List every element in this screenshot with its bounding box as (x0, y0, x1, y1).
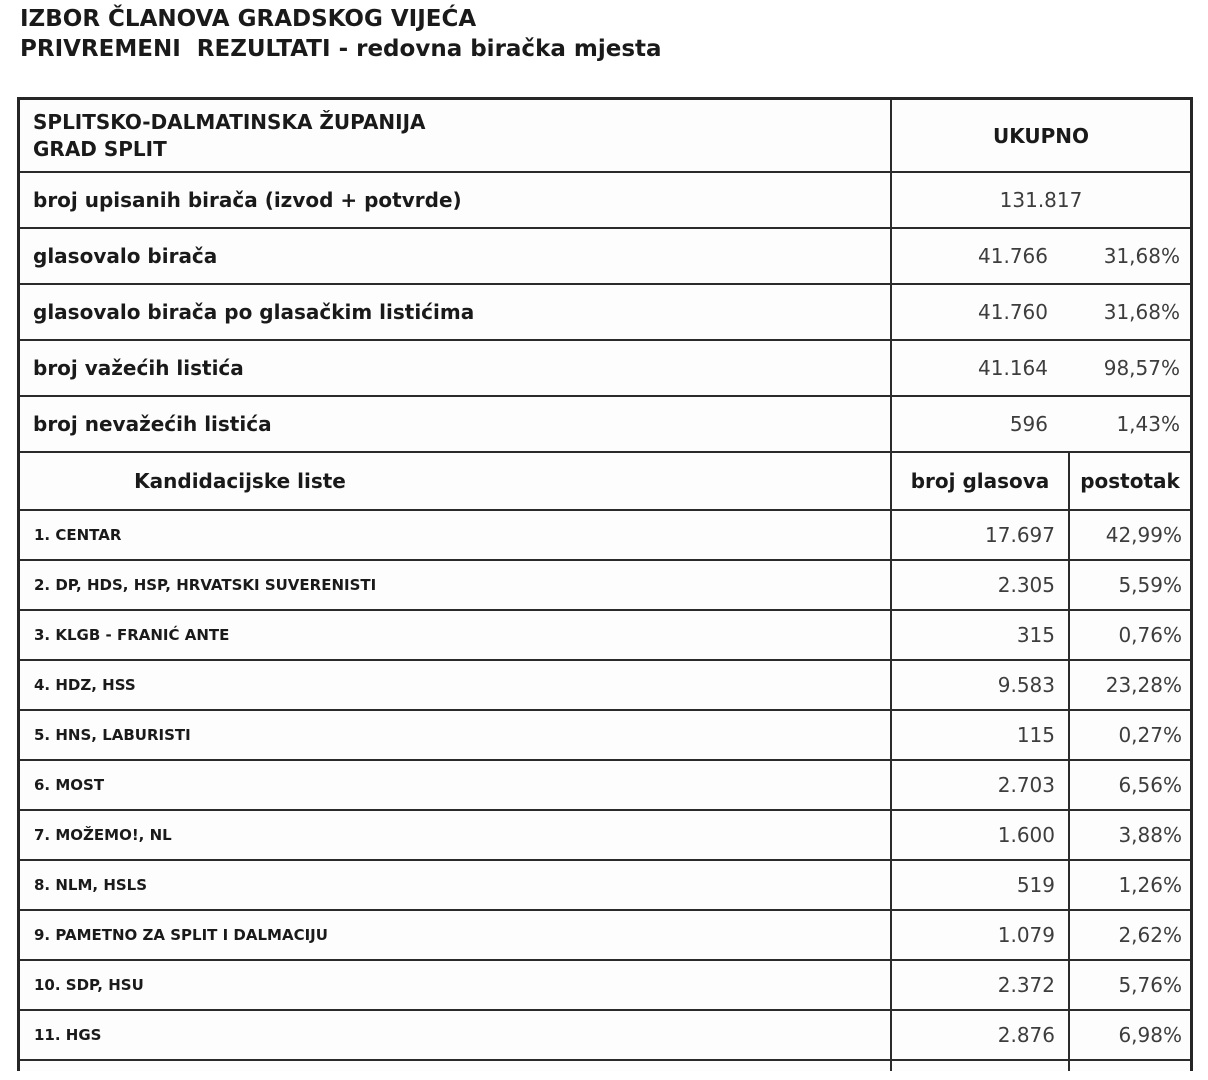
row-value: 596 (1009, 412, 1048, 436)
row-values (892, 229, 1190, 283)
candidate-votes: 2.876 (892, 1011, 1070, 1059)
table-row (20, 229, 1190, 285)
row-values (892, 341, 1190, 395)
candidate-percent (1070, 1061, 1190, 1071)
table-row (20, 397, 1190, 453)
row-value: 41.760 (978, 300, 1048, 324)
table-row (20, 711, 1190, 761)
candidate-percent: 2,62% (1118, 923, 1182, 947)
region-name-line2: GRAD SPLIT (33, 136, 167, 161)
row-value: 41.766 (978, 244, 1048, 268)
candidate-label: 10. SDP, HSU (20, 961, 892, 1009)
candidate-votes: 1.600 (892, 811, 1070, 859)
candidate-label: 7. MOŽEMO!, NL (20, 811, 892, 859)
row-values (892, 285, 1190, 339)
region-name-line1: SPLITSKO-DALMATINSKA ŽUPANIJA (33, 109, 426, 134)
candidate-percent: 42,99% (1105, 523, 1182, 547)
table-row (20, 511, 1190, 561)
candidate-label: 9. PAMETNO ZA SPLIT I DALMACIJU (20, 911, 892, 959)
candidate-votes: 315 (892, 611, 1070, 659)
table-row (20, 811, 1190, 861)
row-label: glasovalo birača po glasačkim listićima (20, 285, 892, 339)
row-percent: 98,57% (1103, 356, 1180, 380)
candidate-percent: 23,28% (1105, 673, 1182, 697)
row-label: broj upisanih birača (izvod + potvrde) (20, 173, 892, 227)
votes-column-header: broj glasova (892, 453, 1070, 509)
candidate-votes: 2.305 (892, 561, 1070, 609)
candidate-label: 5. HNS, LABURISTI (20, 711, 892, 759)
row-percent: 31,68% (1103, 244, 1180, 268)
table-row (20, 911, 1190, 961)
row-values (892, 397, 1190, 451)
candidate-percent: 1,26% (1118, 873, 1182, 897)
table-row (20, 1011, 1190, 1061)
table-row (20, 761, 1190, 811)
candidate-label: 2. DP, HDS, HSP, HRVATSKI SUVERENISTI (20, 561, 892, 609)
candidate-percent: 0,76% (1118, 623, 1182, 647)
candidate-votes: 519 (892, 861, 1070, 909)
candidate-label (20, 1061, 892, 1071)
table-row (20, 861, 1190, 911)
candidate-percent: 6,98% (1118, 1023, 1182, 1047)
table-row-partial (20, 1061, 1190, 1071)
candidate-percent: 0,27% (1118, 723, 1182, 747)
candidate-votes: 9.583 (892, 661, 1070, 709)
candidate-label: 4. HDZ, HSS (20, 661, 892, 709)
candidate-votes (892, 1061, 1070, 1071)
candidate-votes: 2.372 (892, 961, 1070, 1009)
candidate-list-header-row (20, 453, 1190, 511)
row-percent: 1,43% (1116, 412, 1180, 436)
candidate-label: 8. NLM, HSLS (20, 861, 892, 909)
candidate-percent: 6,56% (1118, 773, 1182, 797)
table-row (20, 173, 1190, 229)
results-table (17, 97, 1193, 1071)
table-row (20, 611, 1190, 661)
table-row (20, 661, 1190, 711)
table-row (20, 341, 1190, 397)
row-value: 131.817 (999, 188, 1083, 212)
table-row (20, 961, 1190, 1011)
row-label: broj važećih listića (20, 341, 892, 395)
candidate-votes: 2.703 (892, 761, 1070, 809)
candidate-percent: 3,88% (1118, 823, 1182, 847)
table-header-row (20, 100, 1190, 173)
candidate-votes: 1.079 (892, 911, 1070, 959)
candidate-percent: 5,59% (1118, 573, 1182, 597)
page-title-line1: IZBOR ČLANOVA GRADSKOG VIJEĆA (20, 6, 477, 32)
page-title (20, 4, 662, 64)
candidate-list-header-label: Kandidacijske liste (20, 453, 892, 509)
row-label: broj nevažećih listića (20, 397, 892, 451)
region-header-cell (20, 100, 892, 171)
row-values (892, 173, 1190, 227)
total-column-header: UKUPNO (992, 123, 1090, 148)
row-value: 41.164 (978, 356, 1048, 380)
row-label: glasovalo birača (20, 229, 892, 283)
page-title-line2: PRIVREMENI REZULTATI - redovna biračka mjesta (20, 36, 662, 62)
candidate-votes: 17.697 (892, 511, 1070, 559)
table-row (20, 561, 1190, 611)
candidate-votes: 115 (892, 711, 1070, 759)
candidate-percent: 5,76% (1118, 973, 1182, 997)
candidate-label: 3. KLGB - FRANIĆ ANTE (20, 611, 892, 659)
percent-column-header: postotak (1080, 469, 1180, 493)
row-percent: 31,68% (1103, 300, 1180, 324)
candidate-label: 11. HGS (20, 1011, 892, 1059)
table-row (20, 285, 1190, 341)
candidate-label: 1. CENTAR (20, 511, 892, 559)
candidate-label: 6. MOST (20, 761, 892, 809)
